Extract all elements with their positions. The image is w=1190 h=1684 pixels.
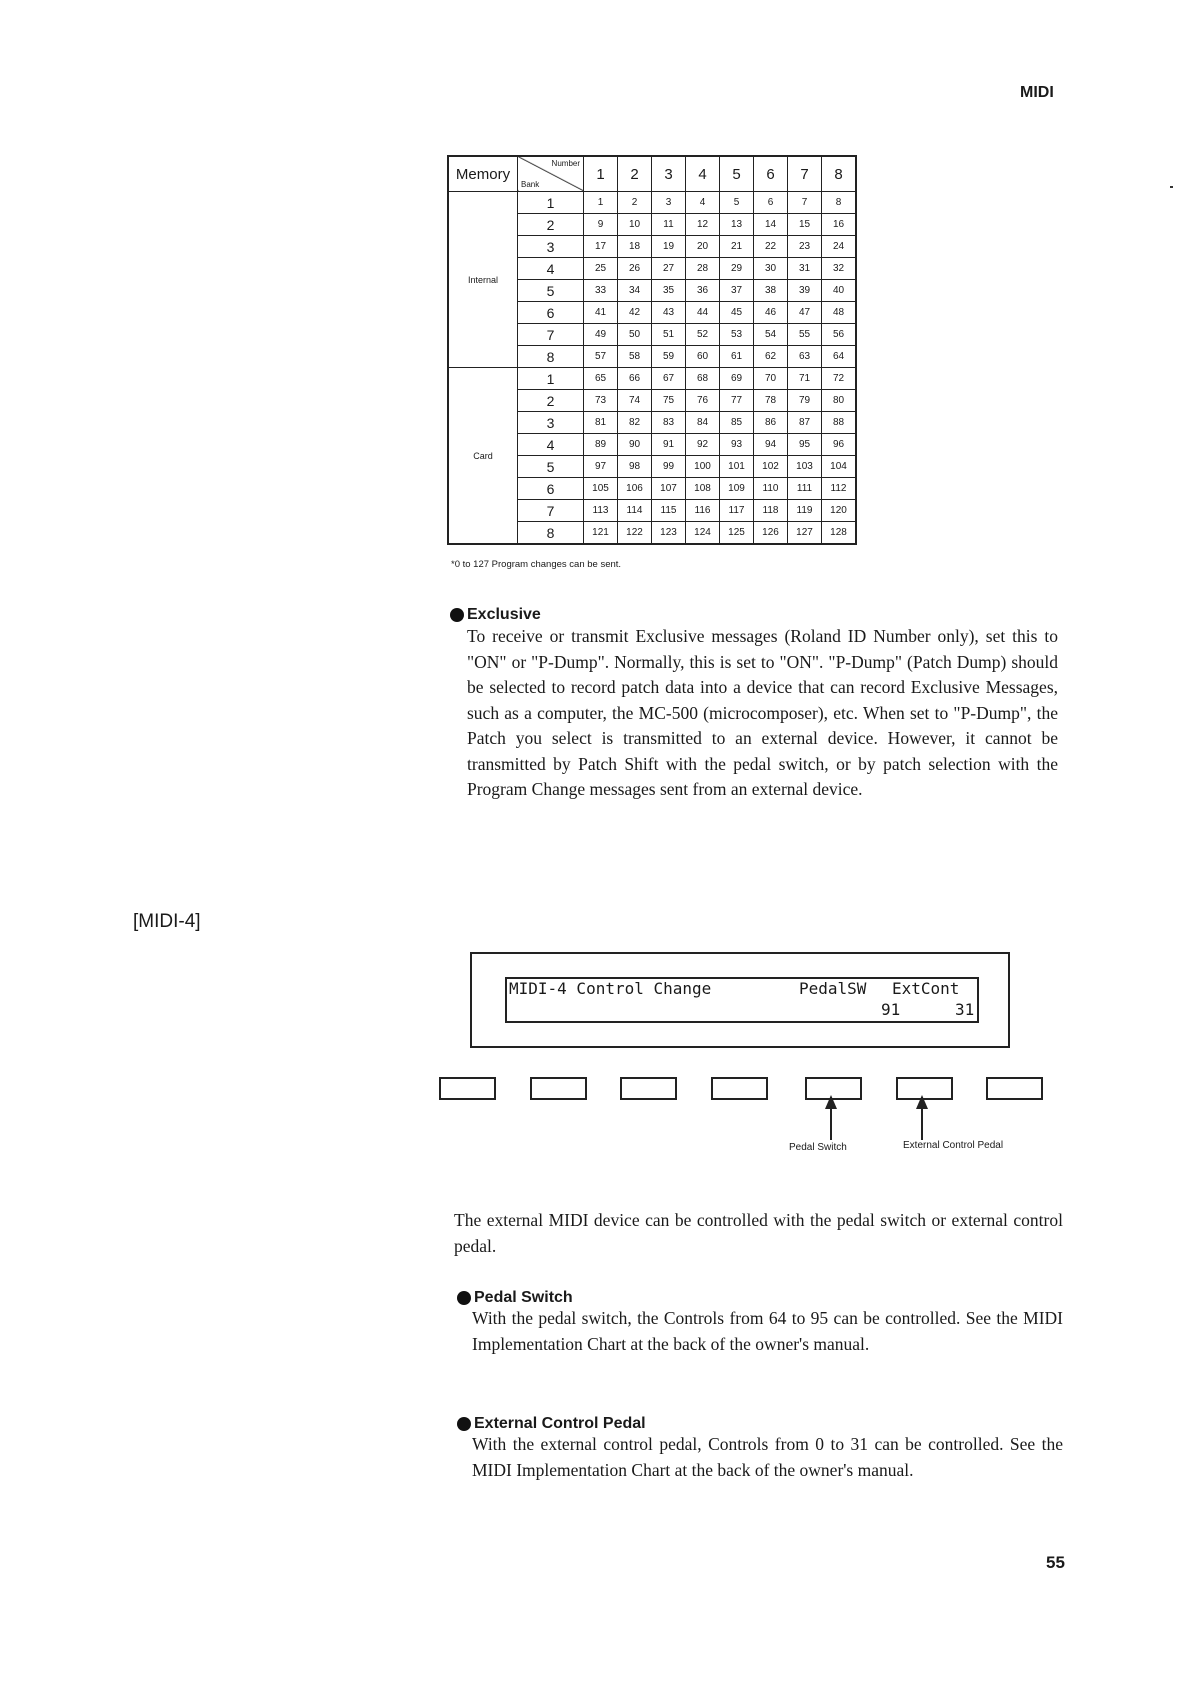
column-header: 8: [822, 156, 857, 192]
program-number-cell: 20: [686, 236, 720, 258]
program-number-cell: 57: [584, 346, 618, 368]
program-number-cell: 66: [618, 368, 652, 390]
panel-button-4[interactable]: [711, 1077, 768, 1100]
bullet-icon: [457, 1417, 471, 1431]
program-number-cell: 28: [686, 258, 720, 280]
bank-cell: 6: [518, 478, 584, 500]
program-number-cell: 126: [754, 522, 788, 545]
lcd-pedalsw-label: PedalSW: [799, 979, 867, 998]
bank-cell: 8: [518, 522, 584, 545]
program-number-cell: 4: [686, 192, 720, 214]
bank-cell: 4: [518, 258, 584, 280]
program-number-cell: 65: [584, 368, 618, 390]
program-number-cell: 51: [652, 324, 686, 346]
program-number-cell: 46: [754, 302, 788, 324]
program-number-cell: 55: [788, 324, 822, 346]
external-pedal-caption: External Control Pedal: [903, 1140, 1004, 1151]
panel-button-2[interactable]: [530, 1077, 587, 1100]
program-number-cell: 115: [652, 500, 686, 522]
program-number-cell: 79: [788, 390, 822, 412]
program-number-cell: 71: [788, 368, 822, 390]
program-number-cell: 6: [754, 192, 788, 214]
program-number-cell: 75: [652, 390, 686, 412]
program-number-cell: 25: [584, 258, 618, 280]
program-number-cell: 84: [686, 412, 720, 434]
column-header: 5: [720, 156, 754, 192]
program-number-cell: 5: [720, 192, 754, 214]
program-number-cell: 26: [618, 258, 652, 280]
program-number-cell: 37: [720, 280, 754, 302]
program-number-cell: 103: [788, 456, 822, 478]
program-number-cell: 52: [686, 324, 720, 346]
program-number-cell: 47: [788, 302, 822, 324]
program-number-cell: 42: [618, 302, 652, 324]
program-number-cell: 39: [788, 280, 822, 302]
program-number-cell: 50: [618, 324, 652, 346]
program-number-cell: 45: [720, 302, 754, 324]
section-label: [MIDI-4]: [133, 911, 201, 932]
program-number-cell: 94: [754, 434, 788, 456]
lcd-extcont-value: 31: [955, 1000, 975, 1019]
program-number-cell: 91: [652, 434, 686, 456]
bank-cell: 5: [518, 280, 584, 302]
program-number-cell: 61: [720, 346, 754, 368]
program-number-cell: 60: [686, 346, 720, 368]
program-number-cell: 31: [788, 258, 822, 280]
program-number-cell: 124: [686, 522, 720, 545]
program-number-cell: 106: [618, 478, 652, 500]
program-number-cell: 116: [686, 500, 720, 522]
program-number-cell: 109: [720, 478, 754, 500]
program-number-cell: 2: [618, 192, 652, 214]
pedal-switch-heading: [457, 1289, 573, 1307]
program-number-cell: 53: [720, 324, 754, 346]
program-number-cell: 85: [720, 412, 754, 434]
program-number-cell: 1: [584, 192, 618, 214]
bank-cell: 7: [518, 324, 584, 346]
column-header: 7: [788, 156, 822, 192]
bank-cell: 1: [518, 368, 584, 390]
program-number-cell: 101: [720, 456, 754, 478]
program-number-cell: 74: [618, 390, 652, 412]
column-header: 2: [618, 156, 652, 192]
program-number-cell: 82: [618, 412, 652, 434]
program-number-cell: 33: [584, 280, 618, 302]
bank-cell: 3: [518, 412, 584, 434]
program-number-cell: 56: [822, 324, 857, 346]
lcd-pedalsw-value: 91: [881, 1000, 901, 1019]
program-number-cell: 34: [618, 280, 652, 302]
bank-cell: 4: [518, 434, 584, 456]
program-number-cell: 38: [754, 280, 788, 302]
program-number-cell: 10: [618, 214, 652, 236]
table-footnote: *0 to 127 Program changes can be sent.: [451, 559, 622, 570]
lcd-title: MIDI-4 Control Change: [509, 979, 712, 998]
program-number-cell: 118: [754, 500, 788, 522]
program-number-cell: 77: [720, 390, 754, 412]
number-label: Number: [551, 159, 580, 168]
program-number-cell: 43: [652, 302, 686, 324]
program-number-cell: 44: [686, 302, 720, 324]
program-number-cell: 110: [754, 478, 788, 500]
program-number-cell: 125: [720, 522, 754, 545]
bank-label: Bank: [521, 180, 540, 189]
program-number-cell: 120: [822, 500, 857, 522]
program-number-cell: 32: [822, 258, 857, 280]
bank-cell: 7: [518, 500, 584, 522]
program-number-cell: 17: [584, 236, 618, 258]
program-number-cell: 99: [652, 456, 686, 478]
bullet-icon: [457, 1291, 471, 1305]
pedal-switch-body: With the pedal switch, the Controls from 64 to 95 can be controlled. See the MIDI Implementation Chart at the back of the owner's manual.: [472, 1308, 1063, 1354]
program-number-cell: 117: [720, 500, 754, 522]
program-number-cell: 88: [822, 412, 857, 434]
program-number-cell: 54: [754, 324, 788, 346]
program-number-cell: 14: [754, 214, 788, 236]
program-number-cell: 29: [720, 258, 754, 280]
panel-button-7[interactable]: [986, 1077, 1043, 1100]
arrow-up-icon: [830, 1097, 832, 1140]
program-number-cell: 90: [618, 434, 652, 456]
program-number-cell: 80: [822, 390, 857, 412]
bullet-icon: [450, 608, 464, 622]
exclusive-heading: [450, 606, 541, 624]
program-number-cell: 128: [822, 522, 857, 545]
column-header: 6: [754, 156, 788, 192]
program-number-cell: 105: [584, 478, 618, 500]
stray-mark: [1170, 186, 1173, 188]
bank-cell: 1: [518, 192, 584, 214]
program-number-cell: 70: [754, 368, 788, 390]
panel-button-3[interactable]: [620, 1077, 677, 1100]
program-number-cell: 63: [788, 346, 822, 368]
memory-header: Memory: [448, 156, 518, 192]
program-number-cell: 64: [822, 346, 857, 368]
table-header-row: [448, 156, 856, 192]
panel-button-1[interactable]: [439, 1077, 496, 1100]
program-number-cell: 58: [618, 346, 652, 368]
column-header: 4: [686, 156, 720, 192]
program-number-cell: 36: [686, 280, 720, 302]
program-number-cell: 123: [652, 522, 686, 545]
program-number-cell: 73: [584, 390, 618, 412]
program-number-cell: 93: [720, 434, 754, 456]
program-number-cell: 13: [720, 214, 754, 236]
bank-number-header: [518, 156, 584, 192]
program-number-cell: 100: [686, 456, 720, 478]
program-number-cell: 78: [754, 390, 788, 412]
program-change-table: [447, 155, 857, 545]
program-number-cell: 69: [720, 368, 754, 390]
program-number-cell: 40: [822, 280, 857, 302]
memory-cell: Card: [448, 368, 518, 545]
program-number-cell: 86: [754, 412, 788, 434]
program-number-cell: 18: [618, 236, 652, 258]
bank-cell: 2: [518, 390, 584, 412]
section-header: MIDI: [1020, 84, 1054, 101]
program-number-cell: 3: [652, 192, 686, 214]
program-number-cell: 22: [754, 236, 788, 258]
program-number-cell: 9: [584, 214, 618, 236]
program-number-cell: 107: [652, 478, 686, 500]
program-number-cell: 8: [822, 192, 857, 214]
program-number-cell: 119: [788, 500, 822, 522]
program-number-cell: 76: [686, 390, 720, 412]
program-number-cell: 97: [584, 456, 618, 478]
program-number-cell: 96: [822, 434, 857, 456]
pedal-switch-heading-text: Pedal Switch: [474, 1289, 573, 1306]
external-pedal-body: With the external control pedal, Controls from 0 to 31 can be controlled. See the MIDI Implementation Chart at the back of the owner's manual.: [472, 1434, 1063, 1480]
program-number-cell: 121: [584, 522, 618, 545]
bank-cell: 2: [518, 214, 584, 236]
program-number-cell: 111: [788, 478, 822, 500]
program-number-cell: 102: [754, 456, 788, 478]
column-header: 3: [652, 156, 686, 192]
program-number-cell: 104: [822, 456, 857, 478]
lcd-display-frame: [470, 952, 1010, 1048]
program-number-cell: 62: [754, 346, 788, 368]
program-number-cell: 16: [822, 214, 857, 236]
program-number-cell: 81: [584, 412, 618, 434]
pedal-switch-caption: Pedal Switch: [789, 1142, 847, 1153]
program-number-cell: 24: [822, 236, 857, 258]
program-number-cell: 108: [686, 478, 720, 500]
program-number-cell: 87: [788, 412, 822, 434]
bank-cell: 8: [518, 346, 584, 368]
program-number-cell: 11: [652, 214, 686, 236]
program-number-cell: 59: [652, 346, 686, 368]
exclusive-body: To receive or transmit Exclusive messages (Roland ID Number only), set this to "ON" or "P-Dump". Normally, this is set to "ON". "P-Dump" (Patch Dump) should be selected to record patch data into a device that can record Exclusive Messages, such as a computer, the MC-500 (microcomposer), etc. When set to "P-Dump", the Patch you select is transmitted to an external device. However, it cannot be transmitted by Patch Shift with the pedal switch, or by patch selection with the Program Change messages sent from an external device.: [467, 626, 1058, 799]
exclusive-heading-text: Exclusive: [467, 606, 541, 623]
program-number-cell: 35: [652, 280, 686, 302]
bank-cell: 5: [518, 456, 584, 478]
program-number-cell: 21: [720, 236, 754, 258]
program-number-cell: 114: [618, 500, 652, 522]
program-number-cell: 95: [788, 434, 822, 456]
program-number-cell: 19: [652, 236, 686, 258]
page-number: 55: [1046, 1553, 1065, 1572]
program-number-cell: 122: [618, 522, 652, 545]
program-number-cell: 15: [788, 214, 822, 236]
program-number-cell: 68: [686, 368, 720, 390]
lcd-screen: [505, 977, 979, 1023]
program-number-cell: 30: [754, 258, 788, 280]
program-number-cell: 67: [652, 368, 686, 390]
lcd-extcont-label: ExtCont: [892, 979, 960, 998]
program-number-cell: 112: [822, 478, 857, 500]
program-number-cell: 41: [584, 302, 618, 324]
external-pedal-heading-text: External Control Pedal: [474, 1415, 646, 1432]
intro-paragraph: The external MIDI device can be controlled with the pedal switch or external control pedal.: [454, 1210, 1063, 1256]
program-number-cell: 72: [822, 368, 857, 390]
table-row: [448, 368, 856, 390]
program-number-cell: 49: [584, 324, 618, 346]
memory-cell: Internal: [448, 192, 518, 368]
program-number-cell: 12: [686, 214, 720, 236]
bank-cell: 3: [518, 236, 584, 258]
program-number-cell: 7: [788, 192, 822, 214]
program-number-cell: 48: [822, 302, 857, 324]
program-number-cell: 23: [788, 236, 822, 258]
program-number-cell: 127: [788, 522, 822, 545]
program-number-cell: 89: [584, 434, 618, 456]
program-number-cell: 83: [652, 412, 686, 434]
program-number-cell: 113: [584, 500, 618, 522]
arrow-up-icon: [921, 1097, 923, 1140]
column-header: 1: [584, 156, 618, 192]
external-pedal-heading: [457, 1415, 646, 1433]
program-number-cell: 92: [686, 434, 720, 456]
table-row: [448, 192, 856, 214]
bank-cell: 6: [518, 302, 584, 324]
program-number-cell: 27: [652, 258, 686, 280]
program-number-cell: 98: [618, 456, 652, 478]
